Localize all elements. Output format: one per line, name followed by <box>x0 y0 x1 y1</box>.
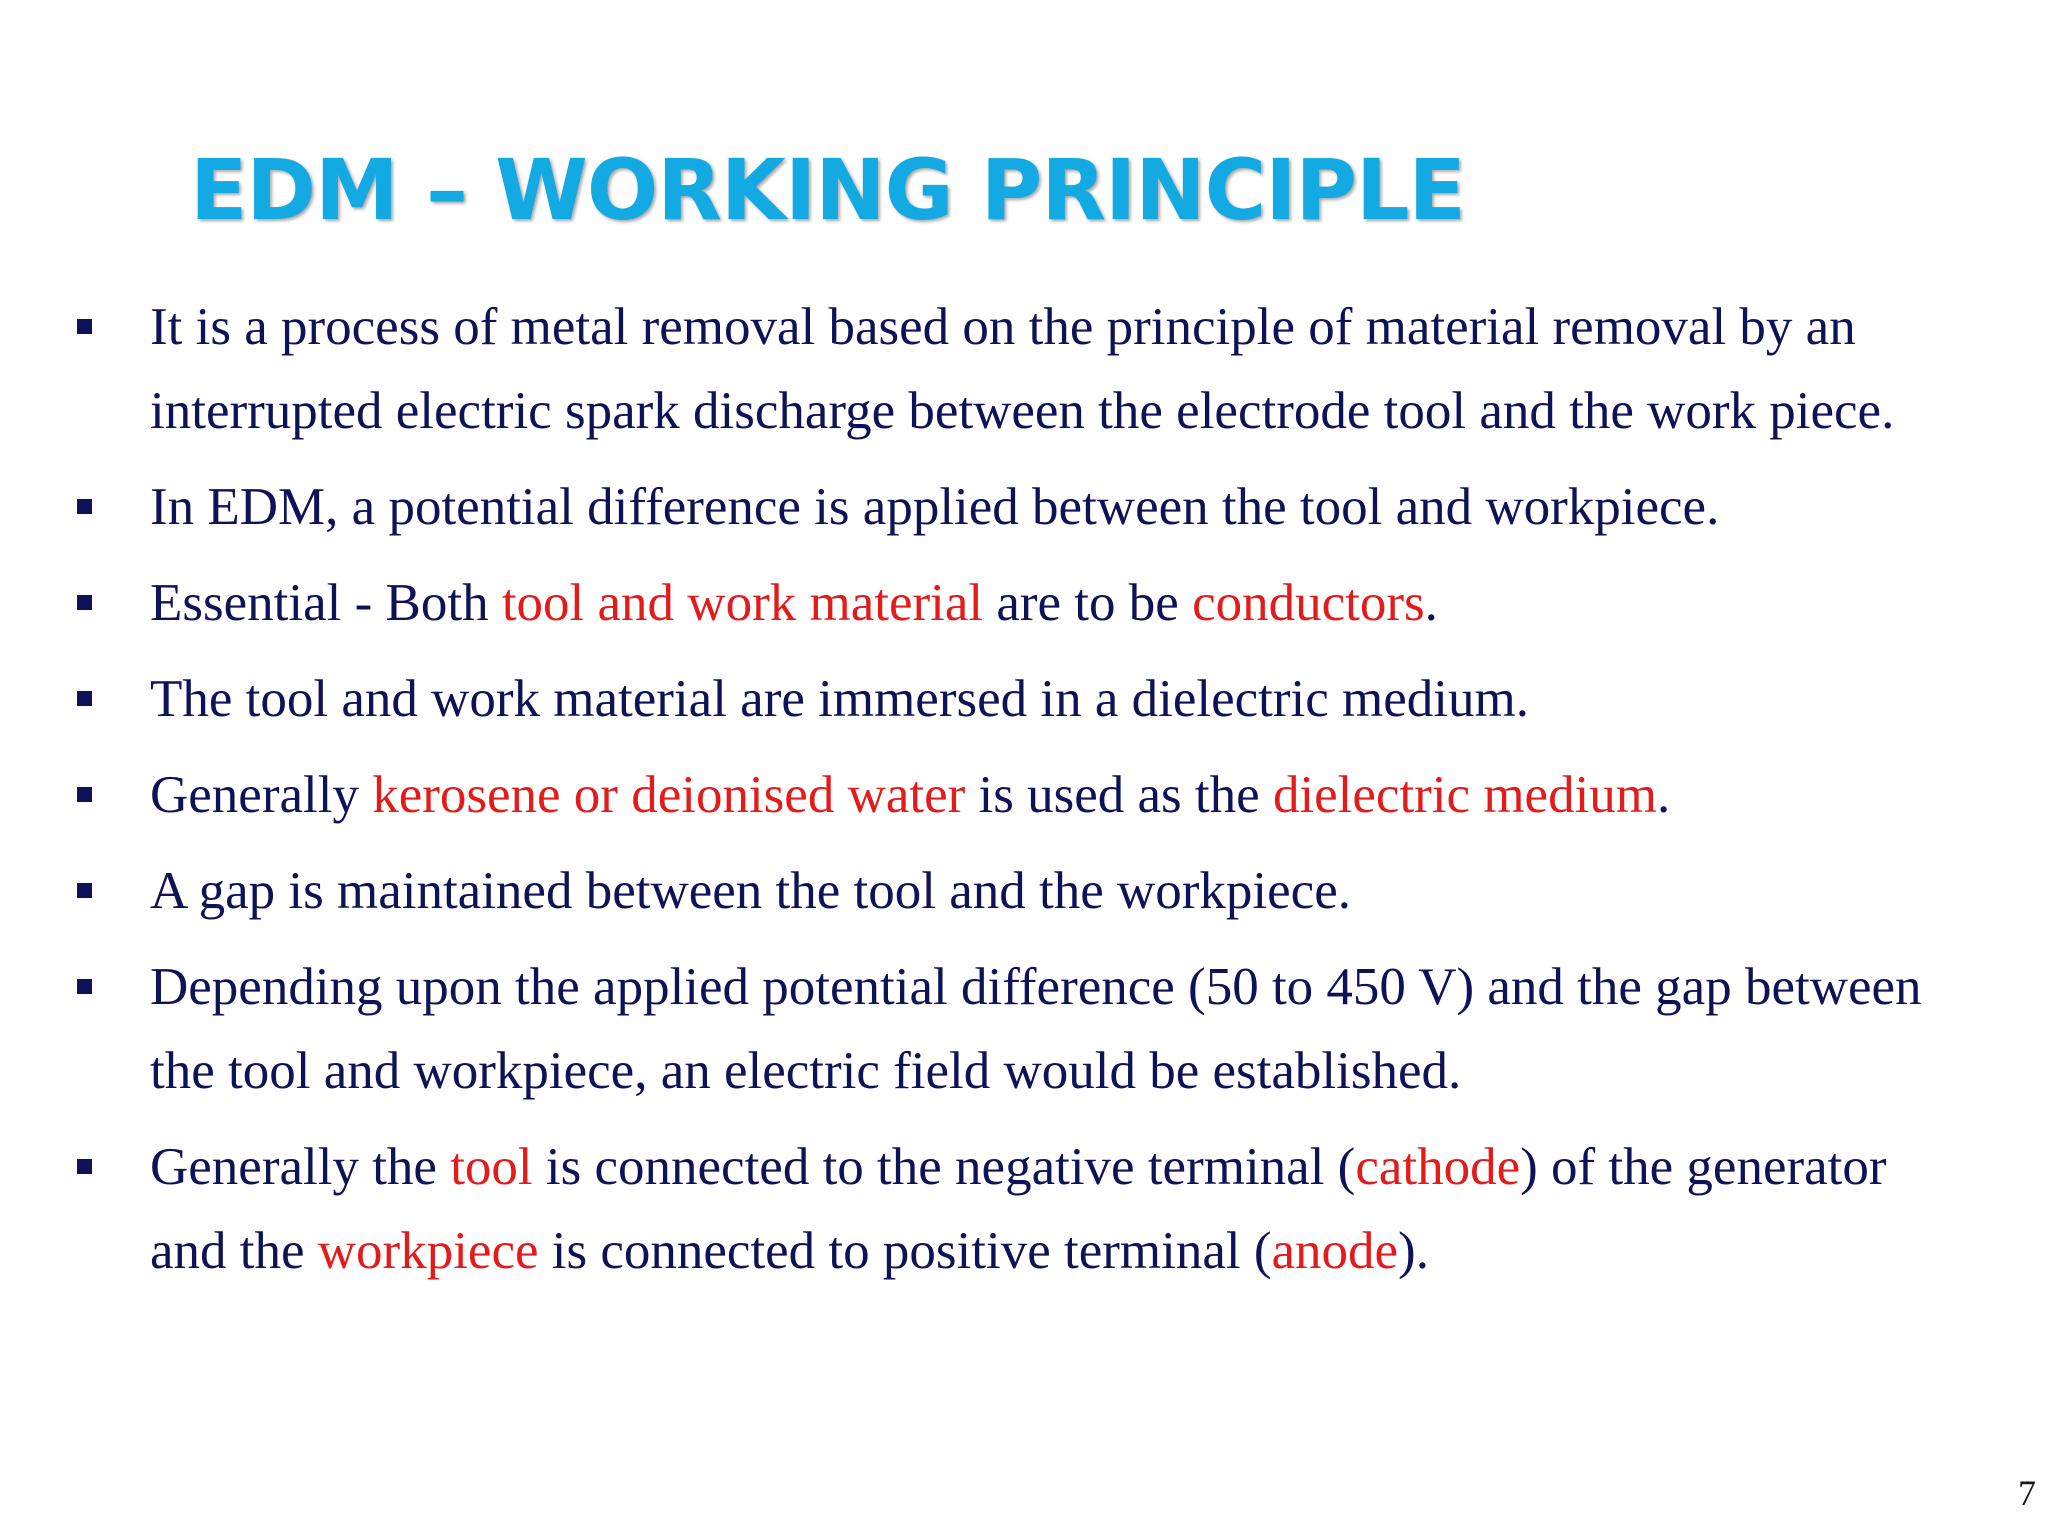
highlighted-term: anode <box>1271 1222 1399 1280</box>
bullet-text: A gap is maintained between the tool and the workpiece. <box>150 862 1351 920</box>
bullet-text-segment: is used as the <box>965 766 1273 824</box>
highlighted-term: kerosene or deionised water <box>372 766 966 824</box>
highlighted-term: tool and work material <box>501 574 984 632</box>
square-bullet-icon <box>77 691 92 706</box>
highlighted-term: conductors <box>1192 574 1425 632</box>
bullet-text-segment: Generally <box>150 766 373 824</box>
bullet-item-8 <box>70 1125 1970 1293</box>
bullet-text-segment: ) of the generator and the <box>150 1138 1887 1280</box>
bullet-text-segment: Essential - Both <box>150 574 502 632</box>
bullet-text-segment: . <box>1657 766 1671 824</box>
square-bullet-icon <box>77 883 92 898</box>
bullet-item-7 <box>70 945 1970 1113</box>
square-bullet-icon <box>77 319 92 334</box>
highlighted-term: tool <box>450 1138 533 1196</box>
highlighted-term: workpiece <box>317 1222 539 1280</box>
bullet-text: It is a process of metal removal based on the principle of material removal by an interrupted electric spark discharge between the electrode tool and the work piece. <box>150 298 1895 440</box>
bullet-text-segment: is connected to the negative terminal ( <box>532 1138 1356 1196</box>
bullet-item-1 <box>70 285 1970 453</box>
bullet-text-segment: Generally the <box>150 1138 451 1196</box>
highlighted-term: dielectric medium <box>1272 766 1658 824</box>
bullet-item-2 <box>70 465 1970 549</box>
square-bullet-icon <box>77 1159 92 1174</box>
bullet-text-segment: is connected to positive terminal ( <box>538 1222 1272 1280</box>
bullet-text: The tool and work material are immersed in a dielectric medium. <box>150 670 1529 728</box>
bullet-item-6 <box>70 849 1970 933</box>
bullet-text: In EDM, a potential difference is applied between the tool and workpiece. <box>150 478 1720 536</box>
page-number: 7 <box>2018 1473 2036 1513</box>
bullet-item-5 <box>70 753 1970 837</box>
bullet-text-segment: ). <box>1398 1222 1429 1280</box>
slide-title: EDM – WORKING PRINCIPLE <box>190 141 1465 239</box>
square-bullet-icon <box>77 787 92 802</box>
bullet-text-segment: are to be <box>983 574 1193 632</box>
bullet-item-3 <box>70 561 1970 645</box>
highlighted-term: cathode <box>1355 1138 1521 1196</box>
square-bullet-icon <box>77 979 92 994</box>
square-bullet-icon <box>77 499 92 514</box>
square-bullet-icon <box>77 595 92 610</box>
bullet-text-segment: . <box>1424 574 1438 632</box>
bullet-text: Depending upon the applied potential difference (50 to 450 V) and the gap between the tool and workpiece, an electric field would be established. <box>150 958 1922 1100</box>
bullet-list <box>70 285 1970 1305</box>
bullet-item-4 <box>70 657 1970 741</box>
